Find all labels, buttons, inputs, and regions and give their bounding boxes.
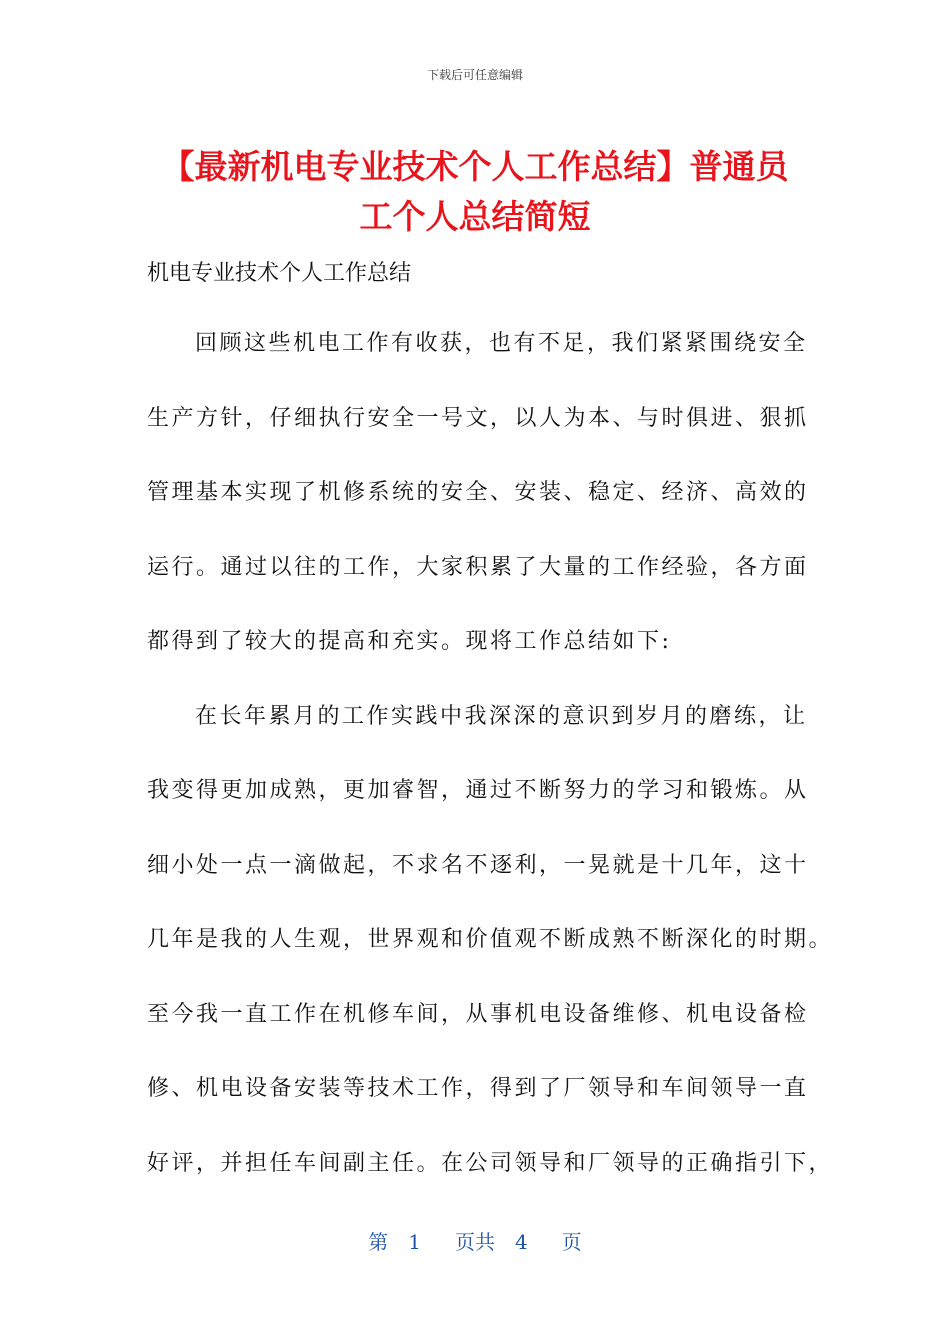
footer-page-number: 1 [408,1230,421,1254]
page-footer [0,1226,950,1255]
body-text [147,320,834,1214]
body-line: 运行。通过以往的工作，大家积累了大量的工作经验，各方面 [147,554,809,580]
body-line: 生产方针，仔细执行安全一号文，以人为本、与时俱进、狠抓 [147,405,809,431]
footer-prefix: 第 [368,1230,389,1254]
header-note: 下载后可任意编辑 [426,68,523,82]
body-line: 细小处一点一滴做起，不求名不逐利，一晃就是十几年，这十 [147,852,809,878]
body-line: 几年是我的人生观，世界观和价值观不断成熟不断深化的时期。 [147,927,834,952]
body-line: 修、机电设备安装等技术工作，得到了厂领导和车间领导一直 [147,1076,809,1101]
title-line-1: 【最新机电专业技术个人工作总结】普通员 [161,147,789,186]
body-line: 我变得更加成熟，更加睿智，通过不断努力的学习和锻炼。从 [147,778,809,803]
section-subtitle: 机电专业技术个人工作总结 [147,261,412,286]
body-line: 回顾这些机电工作有收获，也有不足，我们紧紧围绕安全 [195,331,808,356]
title-line-2: 工个人总结简短 [359,197,591,236]
body-line: 好评，并担任车间副主任。在公司领导和厂领导的正确指引下， [147,1150,834,1176]
document-title [100,142,850,242]
body-line: 至今我一直工作在机修车间，从事机电设备维修、机电设备检 [147,1001,809,1027]
footer-total-pages: 4 [514,1230,528,1254]
body-line: 在长年累月的工作实践中我深深的意识到岁月的磨练，让 [195,703,808,729]
footer-suffix: 页 [561,1230,582,1254]
footer-middle: 页共 [455,1230,495,1254]
body-line: 管理基本实现了机修系统的安全、安装、稳定、经济、高效的 [147,480,809,505]
body-line: 都得到了较大的提高和充实。现将工作总结如下: [147,629,672,654]
